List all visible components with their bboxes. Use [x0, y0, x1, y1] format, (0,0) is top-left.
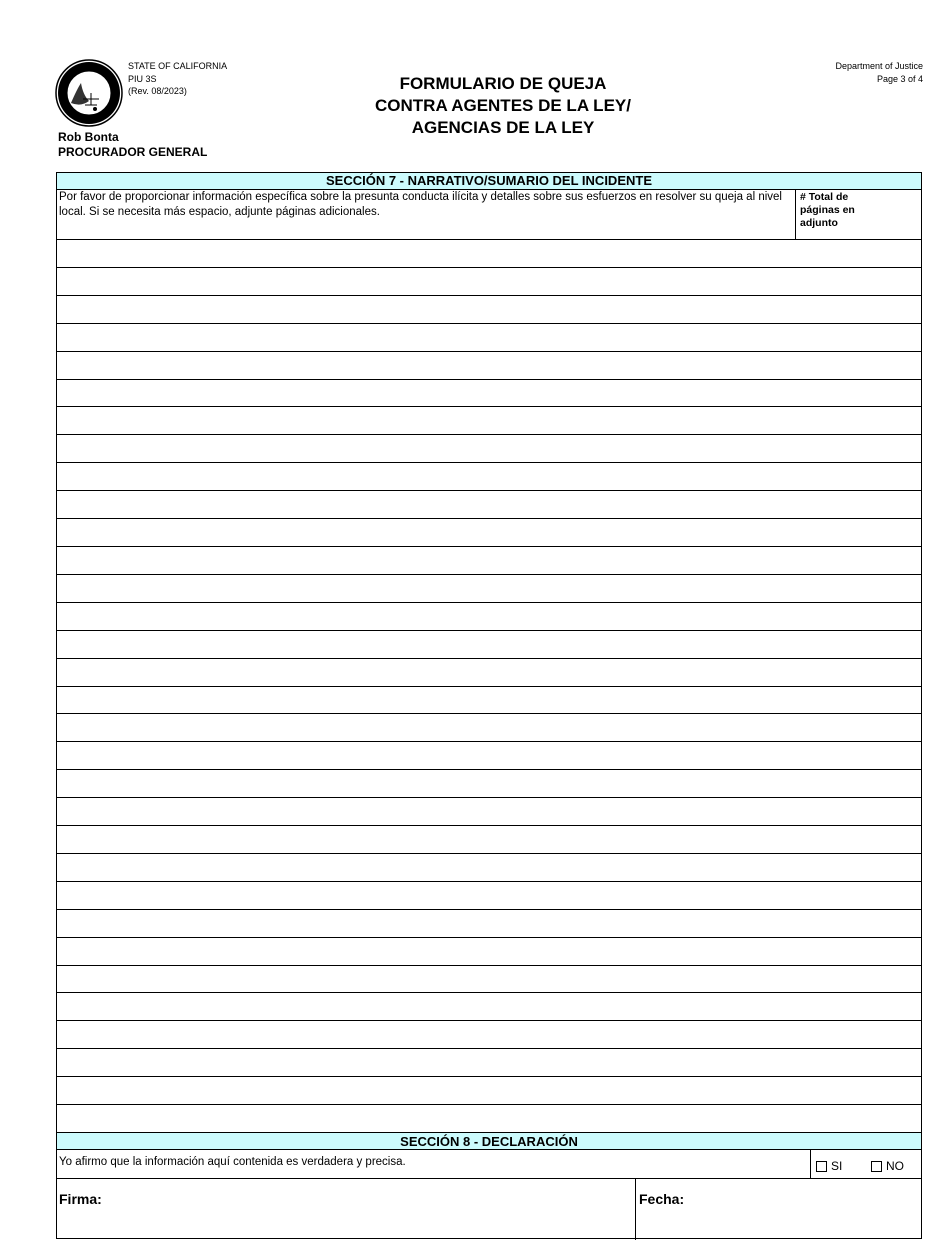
narrative-line[interactable] — [57, 295, 921, 296]
total-pages-label: # Total de — [800, 191, 849, 203]
checkbox-divider — [810, 1150, 811, 1178]
narrative-line[interactable] — [57, 825, 921, 826]
no-checkbox[interactable] — [871, 1161, 882, 1172]
divider — [57, 1178, 921, 1179]
narrative-line[interactable] — [57, 686, 921, 687]
narrative-line[interactable] — [57, 881, 921, 882]
no-label: NO — [886, 1159, 904, 1173]
page-number: Page 3 of 4 — [876, 74, 923, 84]
narrative-line[interactable] — [57, 769, 921, 770]
official-title: PROCURADOR GENERAL — [58, 145, 208, 159]
narrative-line[interactable] — [57, 1048, 921, 1049]
narrative-line[interactable] — [57, 518, 921, 519]
narrative-line[interactable] — [57, 434, 921, 435]
total-pages-label: páginas en — [800, 204, 855, 216]
state-label: STATE OF CALIFORNIA — [128, 61, 228, 71]
narrative-line[interactable] — [57, 853, 921, 854]
narrative-line[interactable] — [57, 937, 921, 938]
narrative-line[interactable] — [57, 658, 921, 659]
department-label: Department of Justice — [835, 61, 923, 71]
narrative-line[interactable] — [57, 574, 921, 575]
title-line: AGENCIAS DE LA LEY — [411, 118, 595, 137]
narrative-line[interactable] — [57, 992, 921, 993]
narrative-line[interactable] — [57, 406, 921, 407]
title-line: CONTRA AGENTES DE LA LEY/ — [375, 96, 631, 115]
state-seal-icon — [55, 59, 123, 127]
narrative-line[interactable] — [57, 909, 921, 910]
title-line: FORMULARIO DE QUEJA — [399, 74, 607, 93]
yes-checkbox[interactable] — [816, 1161, 827, 1172]
revision-date: (Rev. 08/2023) — [128, 86, 187, 96]
narrative-line[interactable] — [57, 546, 921, 547]
narrative-line[interactable] — [57, 351, 921, 352]
narrative-line[interactable] — [57, 323, 921, 324]
narrative-line[interactable] — [57, 1020, 921, 1021]
affirmation-text: Yo afirmo que la información aquí contenida es verdadera y precisa. — [59, 1156, 406, 1168]
date-field[interactable]: Fecha: — [639, 1191, 685, 1207]
complaint-form — [56, 172, 922, 1239]
narrative-line[interactable] — [57, 741, 921, 742]
official-name: Rob Bonta — [58, 130, 119, 144]
form-id: PIU 3S — [128, 74, 157, 84]
no-option[interactable] — [871, 1159, 904, 1173]
total-pages-label: adjunto — [800, 217, 838, 229]
yes-option[interactable] — [816, 1159, 842, 1173]
total-pages-field[interactable] — [795, 190, 922, 239]
narrative-line[interactable] — [57, 797, 921, 798]
narrative-line[interactable] — [57, 630, 921, 631]
section8-heading: SECCIÓN 8 - DECLARACIÓN — [57, 1132, 921, 1150]
narrative-line[interactable] — [57, 239, 921, 240]
yes-label: SI — [831, 1159, 843, 1173]
narrative-line[interactable] — [57, 713, 921, 714]
narrative-line[interactable] — [57, 602, 921, 603]
section7-heading: SECCIÓN 7 - NARRATIVO/SUMARIO DEL INCIDENTE — [57, 173, 921, 190]
signature-field[interactable]: Firma: — [59, 1191, 102, 1207]
narrative-line[interactable] — [57, 379, 921, 380]
narrative-line[interactable] — [57, 490, 921, 491]
narrative-line[interactable] — [57, 1104, 921, 1105]
narrative-line[interactable] — [57, 462, 921, 463]
narrative-line[interactable] — [57, 965, 921, 966]
signature-divider — [635, 1178, 636, 1240]
section7-instructions: Por favor de proporcionar información específica sobre la presunta conducta ilícita y detalles sobre sus esfuerzos en resolver su queja al nivel local. Si se necesita más espacio, adjunte páginas adicionales. — [59, 191, 782, 218]
narrative-line[interactable] — [57, 267, 921, 268]
page-title — [300, 73, 706, 139]
narrative-line[interactable] — [57, 1076, 921, 1077]
